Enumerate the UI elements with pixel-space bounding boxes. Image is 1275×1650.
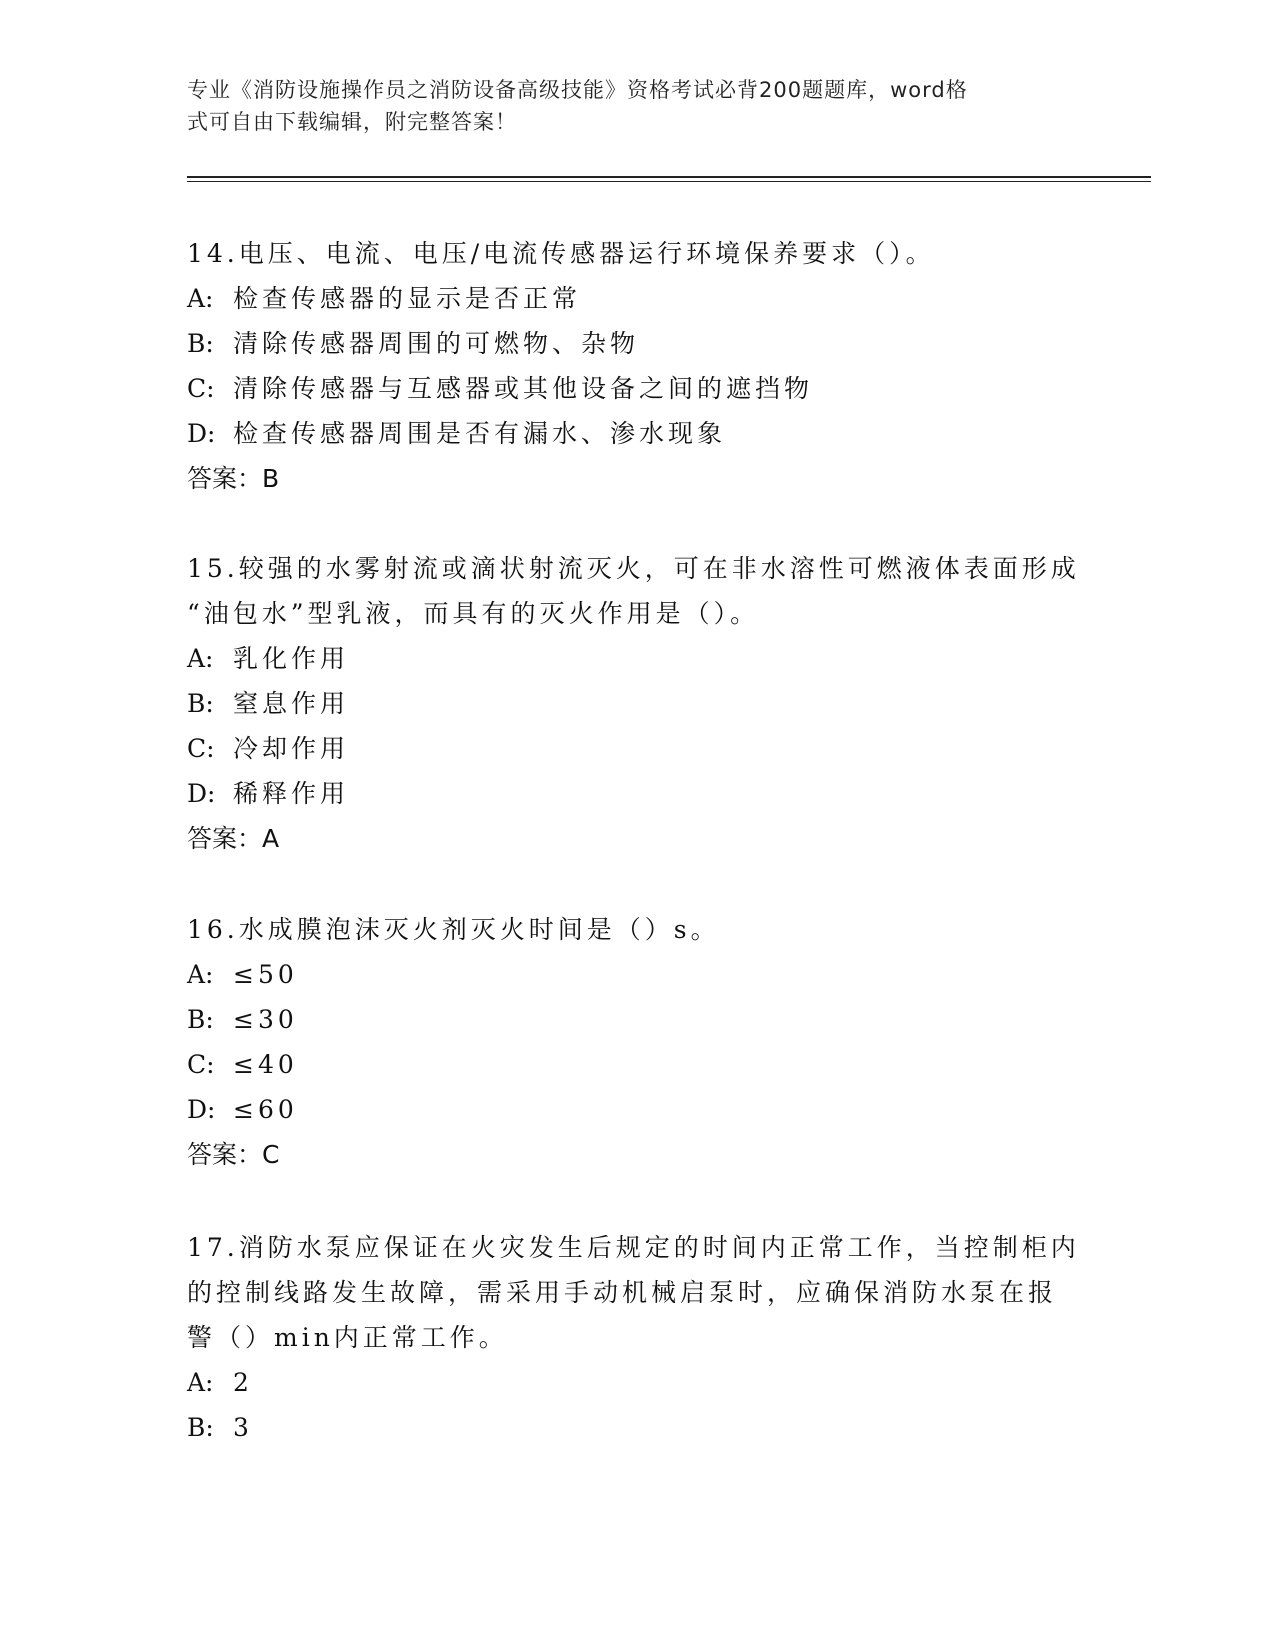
option-text: ≤40: [233, 1050, 298, 1079]
option-letter: B:: [187, 1005, 214, 1034]
question-15: [187, 546, 1087, 861]
option-d: [187, 771, 1087, 816]
option-text: 2: [233, 1368, 253, 1397]
option-text: ≤30: [233, 1005, 298, 1034]
option-letter: D:: [187, 419, 216, 448]
option-letter: A:: [187, 284, 214, 313]
question-16: [187, 907, 1087, 1177]
option-letter: C:: [187, 374, 215, 403]
document-header: [187, 74, 1067, 138]
answer-label: 答案：B: [187, 464, 280, 493]
option-b: [187, 681, 1087, 726]
option-c: [187, 726, 1087, 771]
answer-label: 答案：A: [187, 824, 280, 853]
option-letter: B:: [187, 689, 214, 718]
option-a: [187, 1360, 1087, 1405]
answer-label: 答案：C: [187, 1140, 280, 1169]
option-letter: B:: [187, 329, 214, 358]
question-17: [187, 1225, 1087, 1450]
question-14: [187, 231, 1087, 501]
option-text: 窒息作用: [233, 689, 350, 718]
option-a: [187, 952, 1087, 997]
option-text: ≤60: [233, 1095, 298, 1124]
option-text: 乳化作用: [233, 644, 350, 673]
question-stem-line-1: 15.较强的水雾射流或滴状射流灭火，可在非水溶性可燃液体表面形成: [187, 554, 1080, 583]
option-letter: A:: [187, 1368, 214, 1397]
option-b: [187, 321, 1087, 366]
option-text: 检查传感器周围是否有漏水、渗水现象: [233, 419, 727, 448]
option-c: [187, 366, 1087, 411]
question-stem-line-1: 17.消防水泵应保证在火灾发生后规定的时间内正常工作，当控制柜内: [187, 1233, 1080, 1262]
option-d: [187, 411, 1087, 456]
question-stem-line-2: “油包水”型乳液，而具有的灭火作用是（）。: [187, 599, 760, 628]
option-letter: A:: [187, 644, 214, 673]
option-text: 清除传感器周围的可燃物、杂物: [233, 329, 640, 358]
header-divider-thick: [187, 176, 1151, 178]
question-stem-line-2: 的控制线路发生故障，需采用手动机械启泵时，应确保消防水泵在报: [187, 1278, 1058, 1307]
option-b: [187, 997, 1087, 1042]
question-stem: 16.水成膜泡沫灭火剂灭火时间是（）s。: [187, 915, 720, 944]
question-stem-line-3: 警（）min内正常工作。: [187, 1323, 508, 1352]
option-letter: B:: [187, 1413, 214, 1442]
header-line-2: 式可自由下载编辑，附完整答案！: [187, 110, 517, 134]
header-divider-thin: [187, 181, 1151, 182]
option-text: 稀释作用: [233, 779, 350, 808]
option-d: [187, 1087, 1087, 1132]
option-a: [187, 636, 1087, 681]
option-text: 清除传感器与互感器或其他设备之间的遮挡物: [233, 374, 814, 403]
option-letter: D:: [187, 1095, 216, 1124]
option-b: [187, 1405, 1087, 1450]
option-letter: D:: [187, 779, 216, 808]
option-letter: A:: [187, 960, 214, 989]
option-letter: C:: [187, 734, 215, 763]
question-stem: 14.电压、电流、电压/电流传感器运行环境保养要求（）。: [187, 239, 935, 268]
option-text: 检查传感器的显示是否正常: [233, 284, 582, 313]
option-text: 3: [233, 1413, 253, 1442]
option-a: [187, 276, 1087, 321]
option-c: [187, 1042, 1087, 1087]
option-text: ≤50: [233, 960, 298, 989]
option-letter: C:: [187, 1050, 215, 1079]
header-line-1: 专业《消防设施操作员之消防设备高级技能》资格考试必背200题题库，word格: [187, 78, 968, 102]
option-text: 冷却作用: [233, 734, 350, 763]
